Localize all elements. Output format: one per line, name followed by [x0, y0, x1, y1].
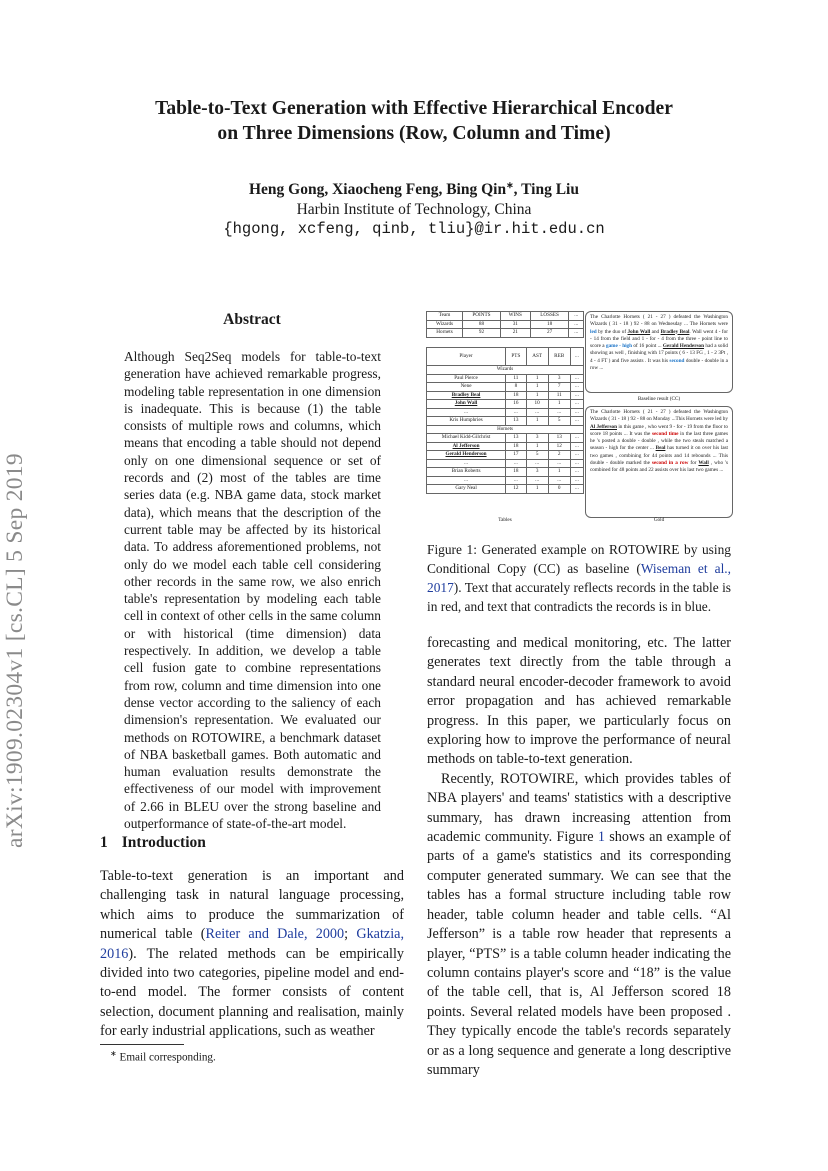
row-header-cell: Michael Kidd-Gilchrist [427, 434, 506, 443]
table-row [427, 476, 584, 485]
table-cell: ... [570, 434, 583, 443]
abstract-text: Although Seq2Seq models for table-to-text generation have achieved remarkable progress, modeling table representation in one dimension is inadequate. This is because (1) the table consists of multiple rows and columns, which means that encoding a table should not depend only on one dimensional sequence or set of records and (2) most of the tables are time series data (e.g. NBA game data, stock market data), which means that the description of the current table may be affected by its historical data. To address aforementioned problems, not only do we model each table cell considering other records in the same row, we also enrich table's representation by modeling each table cell in context of other cells in the same column or with historical (time dimension) data respectively. In addition, we develop a table cell fusion gate to combine representations from row, column and time dimension into one dense vector according to the saliency of each dimension's representation. We evaluated our methods on ROTOWIRE, a benchmark dataset of NBA basketball games. Both automatic and human evaluation results demonstrate the effectiveness of our model with improvement of 2.66 in BLEU over the strong baseline and outperformance of state-of-the-art model. [124, 349, 381, 832]
table-cell: ... [548, 408, 570, 417]
table-cell: 2 [548, 451, 570, 460]
table-cell: ... [506, 459, 527, 468]
table-cell: 12 [548, 442, 570, 451]
cc-player: Gerald Henderson [662, 343, 705, 350]
table-cell: 1 [526, 442, 548, 451]
table-cell: 13 [506, 434, 527, 443]
citation-sep: ; [344, 926, 357, 943]
gold-text: in this game , who went 9 - for - 19 from the floor to score 18 points ... It was the [590, 423, 728, 437]
gold-accurate: second in a row [651, 460, 689, 467]
gold-label: Gold [653, 517, 665, 523]
intro-text-a: Table-to-text generation is an important and challenging task in natural language processing, which aims to produce the summarization of numerical table ( [100, 868, 404, 943]
table-cell: ... [570, 408, 583, 417]
table-row [427, 329, 584, 338]
table-header-cell: LOSSES [530, 312, 569, 321]
table-header-cell: ... [570, 348, 583, 366]
group-label: Wizards [427, 366, 584, 375]
cc-contradiction: led [590, 328, 597, 335]
table-row [427, 417, 584, 426]
cc-player: Bradley Beal [660, 328, 690, 335]
footnote [110, 1049, 216, 1064]
tables-label: Tables [498, 517, 512, 523]
row-header-cell: Wizards [427, 320, 463, 329]
title-line-1: Table-to-Text Generation with Effective Hierarchical Encoder [155, 98, 673, 119]
row-header-cell: ... [427, 408, 506, 417]
figure-1 [424, 311, 732, 531]
table-cell: ... [570, 459, 583, 468]
table-cell: 1 [548, 400, 570, 409]
table-cell: 1 [548, 468, 570, 477]
abstract-heading: Abstract [223, 311, 281, 328]
gold-text: in the last three games he 's posted a double - double , while the two steals matched a season - high for the center ... [590, 430, 728, 452]
row-header-cell: Kris Humphries [427, 417, 506, 426]
table-cell: ... [570, 442, 583, 451]
intro-text-b: ). The related methods can be empirically divided into two categories, pipeline model and end-to-end model. The former consists of content selection, document planning and realisation, mainly for early industrial applications, such as weather [100, 945, 404, 1040]
email: {hgong, xcfeng, qinb, tliu}@ir.hit.edu.cn [223, 220, 605, 238]
gold-player: Beal [655, 445, 666, 452]
table-cell: 3 [526, 434, 548, 443]
table-cell: ... [570, 468, 583, 477]
table-row [427, 400, 584, 409]
table-cell: 8 [506, 383, 527, 392]
footnote-rule [100, 1044, 184, 1045]
group-label: Hornets [427, 425, 584, 434]
row-header-cell: Nene [427, 383, 506, 392]
table-row [427, 408, 584, 417]
table-cell: 27 [530, 329, 569, 338]
table-cell: ... [570, 476, 583, 485]
cc-player: John Wall [627, 328, 651, 335]
paragraph [427, 770, 731, 1081]
row-header-cell: Al Jefferson [427, 442, 506, 451]
row-header-cell: Bradley Beal [427, 391, 506, 400]
cc-text: double - double in a row ... [590, 357, 728, 372]
cc-contradiction: second [669, 357, 685, 364]
table-header-cell: Team [427, 312, 463, 321]
team-table [426, 311, 584, 338]
paper-title [60, 96, 768, 146]
figure-ref-link[interactable]: 1 [597, 829, 605, 846]
affiliation: Harbin Institute of Technology, China [296, 201, 532, 218]
table-cell: ... [526, 408, 548, 417]
row-header-cell: Hornets [427, 329, 463, 338]
table-cell: 92 [463, 329, 501, 338]
table-cell: 5 [548, 417, 570, 426]
table-cell: 11 [548, 391, 570, 400]
table-cell: ... [548, 476, 570, 485]
table-row [427, 374, 584, 383]
gold-text: has turned it on over his last two games , combining for 44 points and 14 rebounds ... This double - double marked the [590, 445, 729, 467]
citation-link[interactable]: Gkatzia, 2016 [100, 926, 404, 962]
group-row [427, 366, 584, 375]
baseline-label: Baseline result (CC) [637, 396, 681, 402]
table-cell: ... [570, 391, 583, 400]
author-last: , Ting Liu [513, 181, 579, 199]
table-row [427, 434, 584, 443]
gold-player: Al Jefferson [590, 423, 617, 430]
cc-text: The Charlotte Hornets ( 21 - 27 ) defeated the Washington Wizards ( 31 - 18 ) 92 - 88 on Wednesday ... The Hornets were [590, 314, 728, 328]
author-mark: ∗ [506, 180, 514, 190]
table-cell: 11 [506, 374, 527, 383]
table-cell: 0 [548, 485, 570, 494]
table-cell: 18 [530, 320, 569, 329]
table-row [427, 320, 584, 329]
author-names: Heng Gong, Xiaocheng Feng, Bing Qin [249, 181, 507, 199]
table-cell: ... [570, 451, 583, 460]
table-cell: 1 [526, 374, 548, 383]
table-cell: 7 [548, 383, 570, 392]
table-cell: 18 [506, 391, 527, 400]
table-cell: ... [570, 374, 583, 383]
table-cell: ... [548, 459, 570, 468]
gold-player: Wall [698, 460, 709, 467]
table-cell: 21 [500, 329, 530, 338]
row-header-cell: Brian Roberts [427, 468, 506, 477]
cc-text: of 16 point ... [632, 343, 663, 350]
table-cell: 13 [506, 417, 527, 426]
table-cell: 17 [506, 451, 527, 460]
footnote-text: Email corresponding. [119, 1051, 216, 1064]
table-cell: 5 [526, 451, 548, 460]
table-row [427, 459, 584, 468]
table-row [427, 442, 584, 451]
row-header-cell: John Wall [427, 400, 506, 409]
table-cell: ... [570, 400, 583, 409]
table-cell: ... [526, 476, 548, 485]
gold-accurate: second time [651, 430, 679, 437]
title-line-2: on Three Dimensions (Row, Column and Time) [217, 123, 611, 144]
table-cell: 16 [506, 400, 527, 409]
table-row [427, 451, 584, 460]
table-cell: 1 [526, 383, 548, 392]
gold-text: for [688, 460, 699, 467]
table-header-row [427, 348, 584, 366]
table-cell: ... [570, 417, 583, 426]
table-cell: 1 [526, 391, 548, 400]
table-header-cell: WINS [500, 312, 530, 321]
cc-text: had a solid showing as well , finishing with 17 points ( 6 - 13 FG , 1 - 2 3Pt , 4 - 4 FT ) and five assists . It was his [590, 343, 728, 364]
caption-text-b: ). Text that accurately reflects records in the table is in red, and text that contradicts the records is in blue. [427, 580, 731, 614]
table-header-row [427, 312, 584, 321]
citation-link[interactable]: Wiseman et al., 2017 [427, 561, 732, 595]
table-cell: ... [506, 476, 527, 485]
paragraph-text: shows an example of parts of a game's statistics and its corresponding computer generated summary. We can see that the tables has a formal structure including table row header, table column header and table cells. “Al Jefferson” is a table row header that represents a player, “PTS” is a table column header indicating the column contains player's score and “18” is the value of the table cell, that is, Al Jefferson scored 18 points. Several related models have been proposed . They typically encode the table's records separately or as a long sequence and generate a long descriptive summary [427, 829, 731, 1078]
row-header-cell: ... [427, 459, 506, 468]
table-cell: 13 [548, 434, 570, 443]
table-header-cell: ... [569, 312, 584, 321]
arxiv-stamp: arXiv:1909.02304v1 [cs.CL] 5 Sep 2019 [2, 453, 28, 848]
table-cell: ... [569, 320, 584, 329]
table-cell: 88 [463, 320, 501, 329]
table-cell: 12 [506, 485, 527, 494]
table-header-cell: PTS [506, 348, 527, 366]
paragraph-text: Recently, ROTOWIRE, which provides tables of NBA players' and teams' statistics with a descriptive summary, has drawn increasing attention from academic community. Figure [427, 770, 731, 846]
table-header-cell: REB [548, 348, 570, 366]
figure-caption [427, 540, 731, 616]
citation-link[interactable]: Reiter and Dale, 2000 [205, 926, 345, 943]
table-row [427, 383, 584, 392]
table-header-cell: AST [526, 348, 548, 366]
table-cell: 18 [506, 442, 527, 451]
table-header-cell: POINTS [463, 312, 501, 321]
baseline-box [585, 311, 733, 393]
paragraph: forecasting and medical monitoring, etc. The latter generates text directly from the table through a standard neural encoder-decoder framework to avoid error propagation and has achieved remarkable progress. In this paper, we particularly focus on exploring how to improve the performance of neural methods on table-to-text generation. [427, 635, 731, 768]
footnote-mark: ∗ [110, 1049, 117, 1058]
cc-contradiction: game - high [605, 343, 633, 350]
table-cell: 31 [500, 320, 530, 329]
gold-text: , who 's combined for 48 points and 22 assists over his last two games ... [590, 460, 728, 474]
section-heading-introduction [100, 834, 400, 852]
section-title: Introduction [121, 834, 206, 851]
cc-text: and [650, 328, 661, 335]
cc-text: . Wall went 4 - for - 14 from the field and 1 - for - 4 from the three - point line to score a [590, 328, 728, 350]
gold-text: The Charlotte Hornets ( 21 - 27 ) defeated the Washington Wizards ( 31 - 18 ) 92 - 88 on Monday ...This Hornets were led by [590, 409, 728, 423]
table-cell: ... [569, 329, 584, 338]
table-row [427, 485, 584, 494]
right-column-text [427, 634, 731, 1080]
table-cell: 1 [526, 417, 548, 426]
table-cell: 18 [506, 468, 527, 477]
table-cell: 10 [526, 400, 548, 409]
table-cell: 3 [526, 468, 548, 477]
cc-text: by the duo of [596, 328, 628, 335]
row-header-cell: Gary Neal [427, 485, 506, 494]
table-row [427, 391, 584, 400]
intro-paragraph [100, 867, 404, 1042]
table-cell: ... [506, 408, 527, 417]
authors [60, 180, 768, 199]
table-cell: 3 [548, 374, 570, 383]
row-header-cell: ... [427, 476, 506, 485]
table-header-cell: Player [427, 348, 506, 366]
section-number: 1 [100, 834, 108, 851]
table-cell: ... [570, 383, 583, 392]
table-cell: ... [526, 459, 548, 468]
caption-text-a: Figure 1: Generated example on ROTOWIRE by using Conditional Copy (CC) as baseline ( [427, 542, 731, 576]
row-header-cell: Paul Pierce [427, 374, 506, 383]
player-table [426, 347, 584, 494]
row-header-cell: Gerald Henderson [427, 451, 506, 460]
table-cell: ... [570, 485, 583, 494]
table-cell: 1 [526, 485, 548, 494]
table-row [427, 468, 584, 477]
group-row [427, 425, 584, 434]
gold-box [585, 406, 733, 518]
